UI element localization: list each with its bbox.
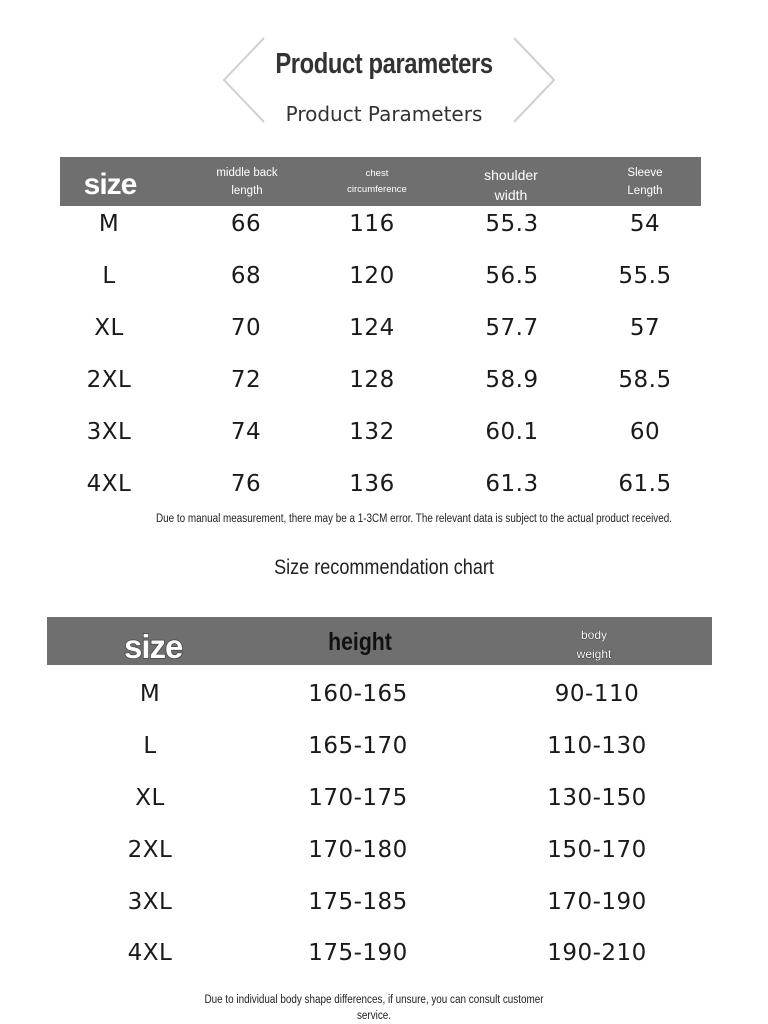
size-cell: XL xyxy=(94,315,124,341)
table-row xyxy=(0,419,768,449)
sleeve-cell: 57 xyxy=(629,315,661,341)
column-header-size: size xyxy=(83,168,137,201)
height-cell: 170-175 xyxy=(308,785,408,811)
body-shape-note xyxy=(190,992,558,1024)
shoulder-cell: 57.7 xyxy=(485,315,539,341)
size-cell: 3XL xyxy=(86,419,132,445)
column-header-size: size xyxy=(124,628,183,665)
height-cell: 175-190 xyxy=(308,940,408,966)
size-cell: M xyxy=(98,211,120,237)
weight-cell: 170-190 xyxy=(547,889,647,915)
middle-back-length-cell: 76 xyxy=(230,471,262,497)
table-row xyxy=(0,367,768,397)
header-line: Length xyxy=(627,185,663,197)
chest-cell: 128 xyxy=(349,367,395,393)
chest-cell: 136 xyxy=(349,471,395,497)
sleeve-cell: 54 xyxy=(629,211,661,237)
shoulder-cell: 56.5 xyxy=(485,263,539,289)
weight-cell: 90-110 xyxy=(554,681,640,707)
middle-back-length-cell: 72 xyxy=(230,367,262,393)
note-line: service. xyxy=(356,1010,392,1022)
header-line: body xyxy=(580,628,608,642)
size-cell: L xyxy=(143,733,157,759)
chest-cell: 124 xyxy=(349,315,395,341)
header-line: circumference xyxy=(347,184,407,195)
middle-back-length-cell: 66 xyxy=(230,211,262,237)
size-cell: M xyxy=(139,681,161,707)
height-cell: 165-170 xyxy=(308,733,408,759)
size-cell: 4XL xyxy=(127,940,173,966)
table-row xyxy=(0,837,768,867)
size-cell: L xyxy=(102,263,116,289)
sleeve-cell: 61.5 xyxy=(618,471,672,497)
table-row xyxy=(0,263,768,293)
header-line: width xyxy=(494,187,528,203)
weight-cell: 110-130 xyxy=(547,733,647,759)
page-header xyxy=(0,0,768,140)
header-line: shoulder xyxy=(484,167,538,183)
header-line: length xyxy=(231,185,263,197)
table-row xyxy=(0,785,768,815)
size-cell: XL xyxy=(135,785,165,811)
shoulder-cell: 61.3 xyxy=(485,471,539,497)
header-line: weight xyxy=(576,647,612,661)
column-header-middle-back-length xyxy=(197,164,297,200)
chest-cell: 132 xyxy=(349,419,395,445)
height-cell: 175-185 xyxy=(308,889,408,915)
middle-back-length-cell: 74 xyxy=(230,419,262,445)
height-cell: 160-165 xyxy=(308,681,408,707)
middle-back-length-cell: 70 xyxy=(230,315,262,341)
page-title: Product parameters xyxy=(275,48,493,80)
header-line: middle back xyxy=(216,167,278,179)
table-row xyxy=(0,889,768,919)
column-header-shoulder-width xyxy=(461,165,561,205)
weight-cell: 150-170 xyxy=(547,837,647,863)
recommendation-title: Size recommendation chart xyxy=(274,556,494,579)
weight-cell: 130-150 xyxy=(547,785,647,811)
page-subtitle: Product Parameters xyxy=(285,102,483,126)
column-header-body-weight xyxy=(554,626,634,664)
column-header-height: height xyxy=(328,628,392,656)
column-header-chest-circumference xyxy=(327,166,427,198)
header-line: Sleeve xyxy=(627,167,663,179)
sleeve-cell: 55.5 xyxy=(618,263,672,289)
table-row xyxy=(0,471,768,501)
height-cell: 170-180 xyxy=(308,837,408,863)
shoulder-cell: 60.1 xyxy=(485,419,539,445)
weight-cell: 190-210 xyxy=(547,940,647,966)
shoulder-cell: 55.3 xyxy=(485,211,539,237)
table-row xyxy=(0,733,768,763)
size-cell: 2XL xyxy=(127,837,173,863)
column-header-sleeve-length xyxy=(595,164,695,200)
note-line: Due to individual body shape differences, if unsure, you can consult customer xyxy=(204,994,544,1006)
middle-back-length-cell: 68 xyxy=(230,263,262,289)
header-line: chest xyxy=(365,168,389,179)
shoulder-cell: 58.9 xyxy=(485,367,539,393)
table-row xyxy=(0,681,768,711)
table-row xyxy=(0,211,768,241)
table-row xyxy=(0,940,768,970)
size-cell: 4XL xyxy=(86,471,132,497)
measurement-note: Due to manual measurement, there may be a 1-3CM error. The relevant data is subject to the actual product received. xyxy=(155,513,673,525)
sleeve-cell: 60 xyxy=(629,419,661,445)
table-row xyxy=(0,315,768,345)
chest-cell: 120 xyxy=(349,263,395,289)
size-cell: 2XL xyxy=(86,367,132,393)
size-cell: 3XL xyxy=(127,889,173,915)
chest-cell: 116 xyxy=(349,211,395,237)
sleeve-cell: 58.5 xyxy=(618,367,672,393)
